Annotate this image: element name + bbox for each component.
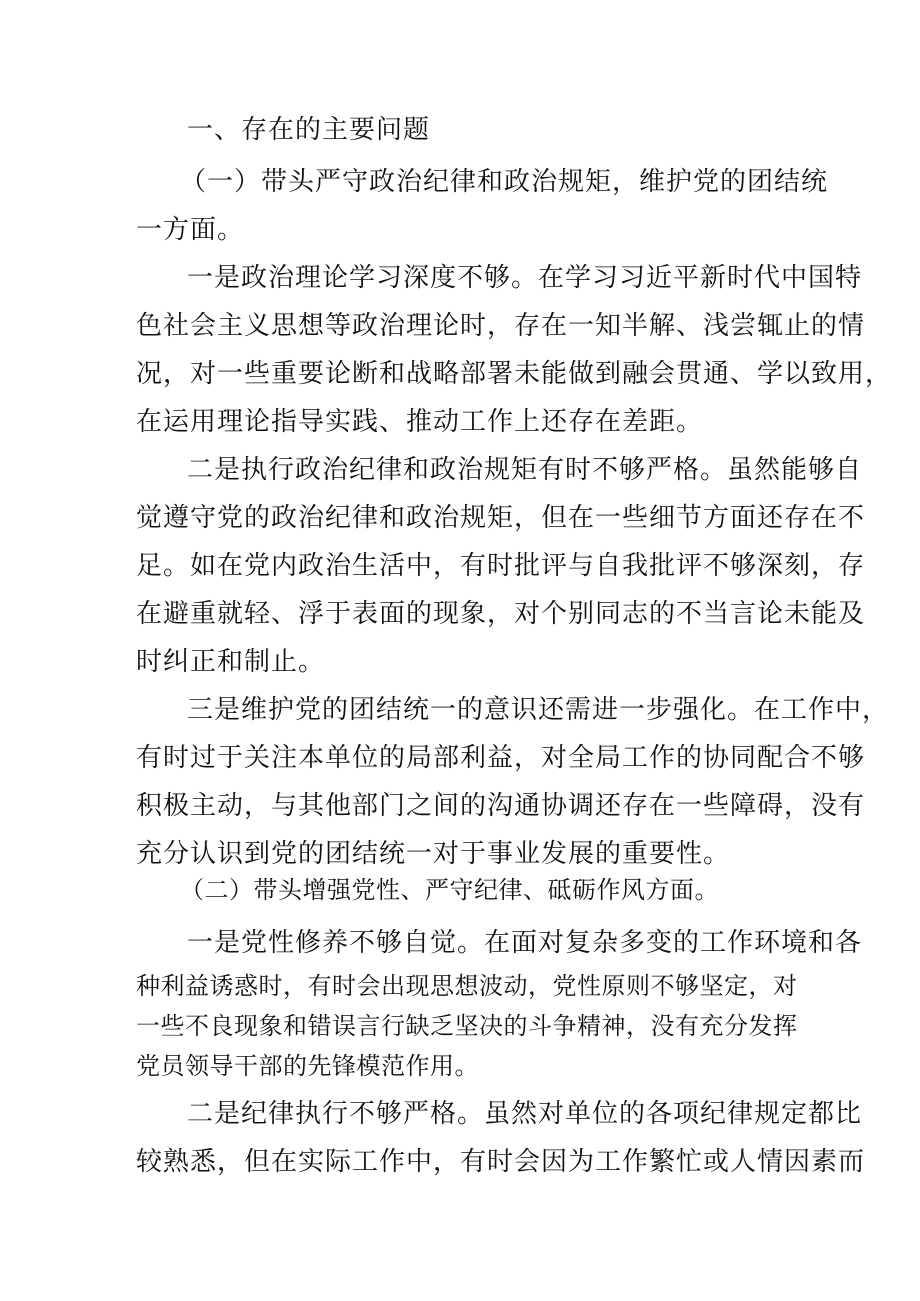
paragraph-line: 二是执行政治纪律和政治规矩有时不够严格。虽然能够自 bbox=[187, 455, 863, 485]
paragraph-line: 色社会主义思想等政治理论时，存在一知半解、浅尝辄止的情 bbox=[136, 311, 866, 341]
paragraph-line: 有时过于关注本单位的局部利益，对全局工作的协同配合不够 bbox=[136, 743, 866, 773]
paragraph-line: 在运用理论指导实践、推动工作上还存在差距。 bbox=[136, 407, 704, 437]
paragraph-line: 一是党性修养不够自觉。在面对复杂多变的工作环境和各 bbox=[187, 928, 863, 958]
paragraph-line: 较熟悉，但在实际工作中，有时会因为工作繁忙或人情因素而 bbox=[136, 1147, 866, 1177]
subsection-heading-line: （一）带头严守政治纪律和政治规矩，维护党的团结统 bbox=[180, 167, 829, 197]
paragraph-line: 三是维护党的团结统一的意识还需进一步强化。在工作中， bbox=[187, 695, 890, 725]
subsection-heading-line: 一方面。 bbox=[136, 215, 245, 245]
paragraph-line: 充分认识到党的团结统一对于事业发展的重要性。 bbox=[136, 839, 731, 869]
paragraph-line: 一些不良现象和错误言行缺乏坚决的斗争精神，没有充分发挥 bbox=[136, 1012, 798, 1040]
subsection-heading: （二）带头增强党性、严守纪律、砥砺作风方面。 bbox=[180, 876, 719, 904]
paragraph-line: 二是纪律执行不够严格。虽然对单位的各项纪律规定都比 bbox=[187, 1099, 863, 1129]
paragraph-line: 在避重就轻、浮于表面的现象，对个别同志的不当言论未能及 bbox=[136, 599, 866, 629]
paragraph-line: 一是政治理论学习深度不够。在学习习近平新时代中国特 bbox=[187, 263, 863, 293]
paragraph-line: 积极主动，与其他部门之间的沟通协调还存在一些障碍，没有 bbox=[136, 791, 866, 821]
paragraph-line: 况，对一些重要论断和战略部署未能做到融会贯通、学以致用， bbox=[136, 359, 893, 389]
paragraph-line: 党员领导干部的先锋模范作用。 bbox=[136, 1052, 479, 1080]
section-heading: 一、存在的主要问题 bbox=[187, 115, 431, 145]
paragraph-line: 时纠正和制止。 bbox=[136, 647, 326, 677]
paragraph-line: 觉遵守党的政治纪律和政治规矩，但在一些细节方面还存在不 bbox=[136, 503, 866, 533]
paragraph-line: 足。如在党内政治生活中，有时批评与自我批评不够深刻，存 bbox=[136, 551, 866, 581]
paragraph-line: 种利益诱惑时，有时会出现思想波动，党性原则不够坚定，对 bbox=[136, 972, 798, 1000]
